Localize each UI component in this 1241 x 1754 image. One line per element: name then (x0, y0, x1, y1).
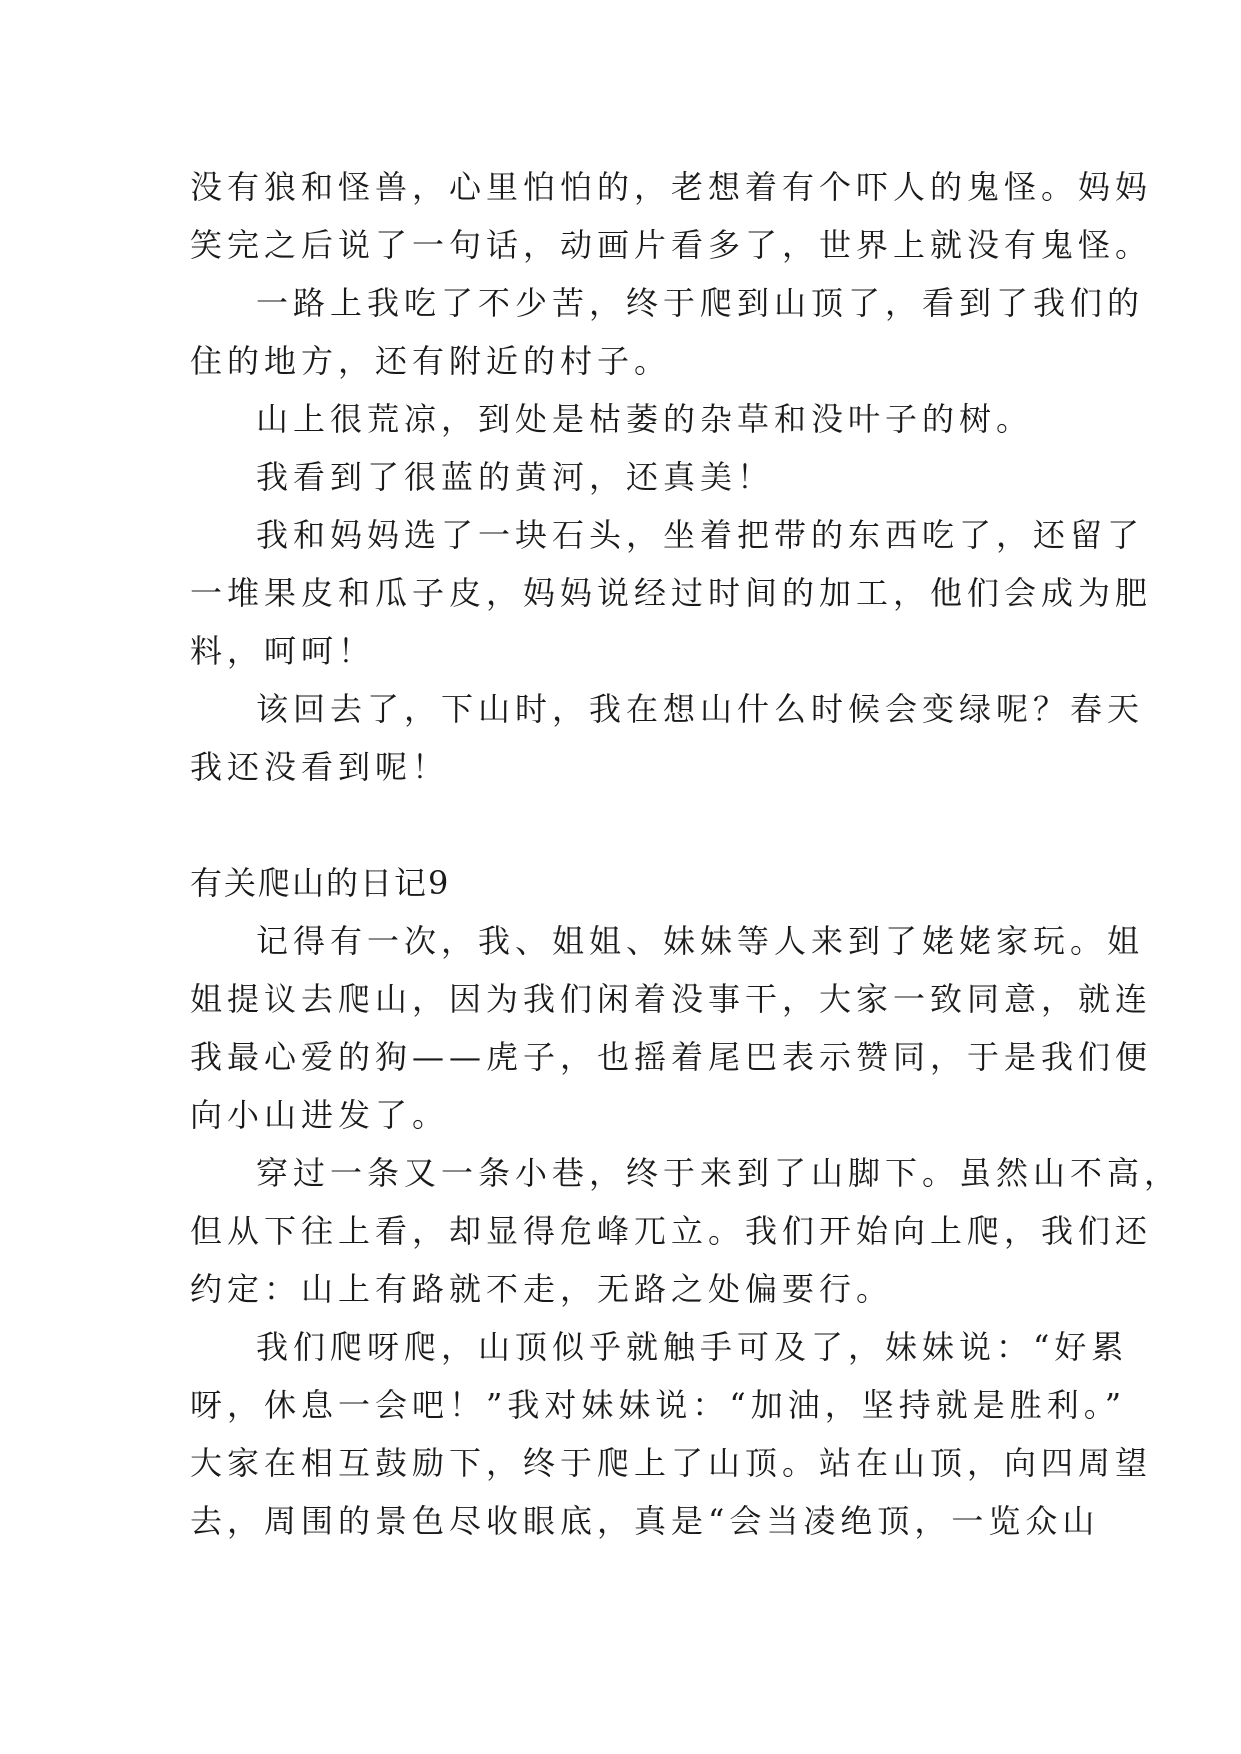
text-line: 住的地方，还有附近的村子。 (190, 342, 672, 380)
text-line: 该回去了，下山时，我在想山什么时候会变绿呢？春天 (256, 690, 1145, 728)
text-line: 料，呵呵！ (190, 632, 376, 670)
text-line: 一路上我吃了不少苦，终于爬到山顶了，看到了我们的 (256, 284, 1145, 322)
text-line: 但从下往上看，却显得危峰兀立。我们开始向上爬，我们还 (190, 1212, 1153, 1250)
text-line: 约定：山上有路就不走，无路之处偏要行。 (190, 1270, 894, 1308)
text-line: 我和妈妈选了一块石头，坐着把带的东西吃了，还留了 (256, 516, 1145, 554)
text-line: 穿过一条又一条小巷，终于来到了山脚下。虽然山不高， (256, 1154, 1182, 1192)
section-title: 有关爬山的日记9 (190, 864, 451, 902)
text-line: 一堆果皮和瓜子皮，妈妈说经过时间的加工，他们会成为肥 (190, 574, 1153, 612)
text-line: 我看到了很蓝的黄河，还真美！ (256, 458, 775, 496)
text-line: 我还没看到呢！ (190, 748, 450, 786)
text-line: 山上很荒凉，到处是枯萎的杂草和没叶子的树。 (256, 400, 1034, 438)
text-line: 没有狼和怪兽，心里怕怕的，老想着有个吓人的鬼怪。妈妈 (190, 168, 1153, 206)
text-line: 去，周围的景色尽收眼底，真是“会当凌绝顶，一览众山 (190, 1502, 1100, 1540)
text-line: 大家在相互鼓励下，终于爬上了山顶。站在山顶，向四周望 (190, 1444, 1153, 1482)
text-line: 向小山进发了。 (190, 1096, 450, 1134)
text-line: 姐提议去爬山，因为我们闲着没事干，大家一致同意，就连 (190, 980, 1153, 1018)
text-line: 我最心爱的狗——虎子，也摇着尾巴表示赞同，于是我们便 (190, 1038, 1153, 1076)
text-line: 记得有一次，我、姐姐、妹妹等人来到了姥姥家玩。姐 (256, 922, 1145, 960)
text-line: 呀，休息一会吧！”我对妹妹说：“加油，坚持就是胜利。” (190, 1386, 1127, 1424)
text-line: 我们爬呀爬，山顶似乎就触手可及了，妹妹说：“好累 (256, 1328, 1129, 1366)
text-line: 笑完之后说了一句话，动画片看多了，世界上就没有鬼怪。 (190, 226, 1153, 264)
paragraph-gap (190, 796, 1070, 854)
document-body (190, 158, 1182, 1550)
